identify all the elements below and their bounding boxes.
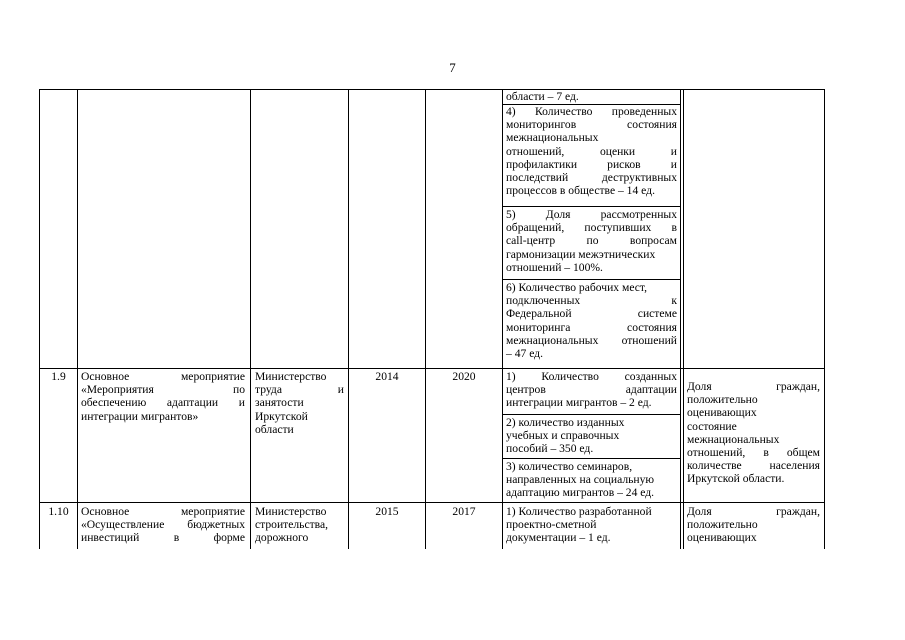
event-text: «Осуществление бюджетных (81, 518, 245, 532)
col-border (348, 89, 349, 549)
col-border (39, 89, 40, 549)
indicator-text: последствий деструктивных (506, 171, 677, 185)
indicator-text: межнациональных отношений (506, 333, 677, 347)
indicator-cell (506, 460, 677, 500)
indicator-text: отношений – 100%. (506, 260, 603, 274)
row-number (40, 505, 77, 518)
indicator-text: документации – 1 ед. (506, 531, 611, 545)
executor-text: строительства, (255, 518, 329, 532)
indicator-text: 2) количество изданных (506, 416, 625, 429)
indicator-text: отношений, оценки и (506, 144, 677, 158)
row-border (39, 89, 825, 90)
col-border (683, 89, 684, 549)
event-text: «Мероприятия по (81, 383, 245, 397)
indicator-text: call-центр по вопросам (506, 234, 677, 248)
indicator-text: центров адаптации (506, 383, 677, 397)
indicator-text: процессов в обществе – 14 ед. (506, 184, 655, 198)
indicator-text: гармонизации межэтнических (506, 247, 656, 261)
col-border (250, 89, 251, 549)
event-text: инвестиций в форме (81, 531, 245, 545)
indicator-text: обращений, поступивших в (506, 221, 677, 235)
col-border (824, 89, 825, 549)
indicator-text: пособий – 350 ед. (506, 442, 594, 456)
indicator-text: межнациональных (506, 131, 599, 145)
indicator-text: – 47 ед. (506, 347, 543, 361)
subrow-border (502, 414, 681, 415)
indicator-text: проектно-сметной (506, 518, 597, 532)
col-border (425, 89, 426, 549)
indicator-cell (506, 281, 677, 360)
subrow-border (502, 206, 681, 207)
target-text: Иркутской области. (687, 472, 785, 486)
indicator-text: 5) Доля рассмотренных (506, 208, 677, 221)
start-year-text: 2015 (375, 505, 399, 518)
indicator-text: интеграции мигрантов – 2 ед. (506, 396, 652, 410)
start-year-text: 2014 (375, 370, 399, 383)
row-number-text: 1.10 (48, 505, 69, 518)
target-text: положительно (687, 393, 758, 407)
event-text: интеграции мигрантов» (81, 409, 199, 423)
indicator-text: 3) количество семинаров, (506, 460, 633, 473)
indicator-text: направленных на социальную (506, 473, 655, 487)
target-text: межнациональных (687, 432, 780, 446)
executor-text: занятости (255, 396, 304, 410)
event-text: Основное мероприятие (81, 505, 245, 518)
indicator-text: 6) Количество рабочих мест, (506, 281, 647, 294)
subrow-border (502, 279, 681, 280)
col-border (502, 89, 503, 549)
indicator-text: 1) Количество разработанной (506, 505, 652, 518)
executor-text: Министерство (255, 370, 327, 383)
event-text: обеспечению адаптации и (81, 396, 245, 410)
indicator-cell (506, 90, 677, 103)
indicator-text: 1) Количество созданных (506, 370, 677, 383)
indicator-text: 4) Количество проведенных (506, 105, 677, 118)
row-number-text: 1.9 (51, 370, 66, 383)
executor-text: Министерство (255, 505, 327, 518)
indicator-cell (506, 208, 677, 274)
target-text: Доля граждан, (687, 505, 820, 518)
indicator-cell (506, 370, 677, 410)
end-year (426, 505, 502, 518)
target-text: оценивающих (687, 406, 757, 420)
target-cell (687, 380, 820, 486)
start-year (349, 505, 425, 518)
end-year-text: 2020 (452, 370, 476, 383)
target-text: количестве населения (687, 459, 820, 473)
target-text: отношений, в общем (687, 446, 820, 460)
page-number: 7 (449, 60, 456, 75)
indicator-text: подключенных к (506, 294, 677, 308)
end-year (426, 370, 502, 383)
col-border (77, 89, 78, 549)
executor-text: дорожного (255, 531, 309, 545)
event-cell (81, 370, 245, 423)
target-text: оценивающих (687, 531, 757, 545)
indicator-cell (506, 105, 677, 197)
target-cell (687, 505, 820, 545)
end-year-text: 2017 (452, 505, 476, 518)
row-border (39, 368, 825, 369)
event-text: Основное мероприятие (81, 370, 245, 383)
target-text: состояние (687, 419, 737, 433)
indicator-text: профилактики рисков и (506, 157, 677, 171)
target-text: положительно (687, 518, 758, 532)
indicator-text: адаптацию мигрантов – 24 ед. (506, 486, 655, 500)
target-text: Доля граждан, (687, 380, 820, 393)
executor-text: области (255, 422, 294, 436)
indicator-text: Федеральной системе (506, 307, 677, 321)
subrow-border (502, 458, 681, 459)
indicator-text: учебных и справочных (506, 429, 620, 443)
executor-cell (255, 370, 344, 436)
indicator-cell (506, 416, 677, 456)
indicator-cell (506, 505, 677, 545)
indicator-text: мониторингов состояния (506, 118, 677, 132)
row-number (40, 370, 77, 383)
start-year (349, 370, 425, 383)
executor-cell (255, 505, 344, 545)
row-border (39, 502, 825, 503)
executor-text: Иркутской (255, 409, 308, 423)
indicator-text: области – 7 ед. (506, 90, 579, 103)
event-cell (81, 505, 245, 545)
col-border (680, 89, 681, 549)
executor-text: труда и (255, 383, 344, 397)
indicator-text: мониторинга состояния (506, 320, 677, 334)
